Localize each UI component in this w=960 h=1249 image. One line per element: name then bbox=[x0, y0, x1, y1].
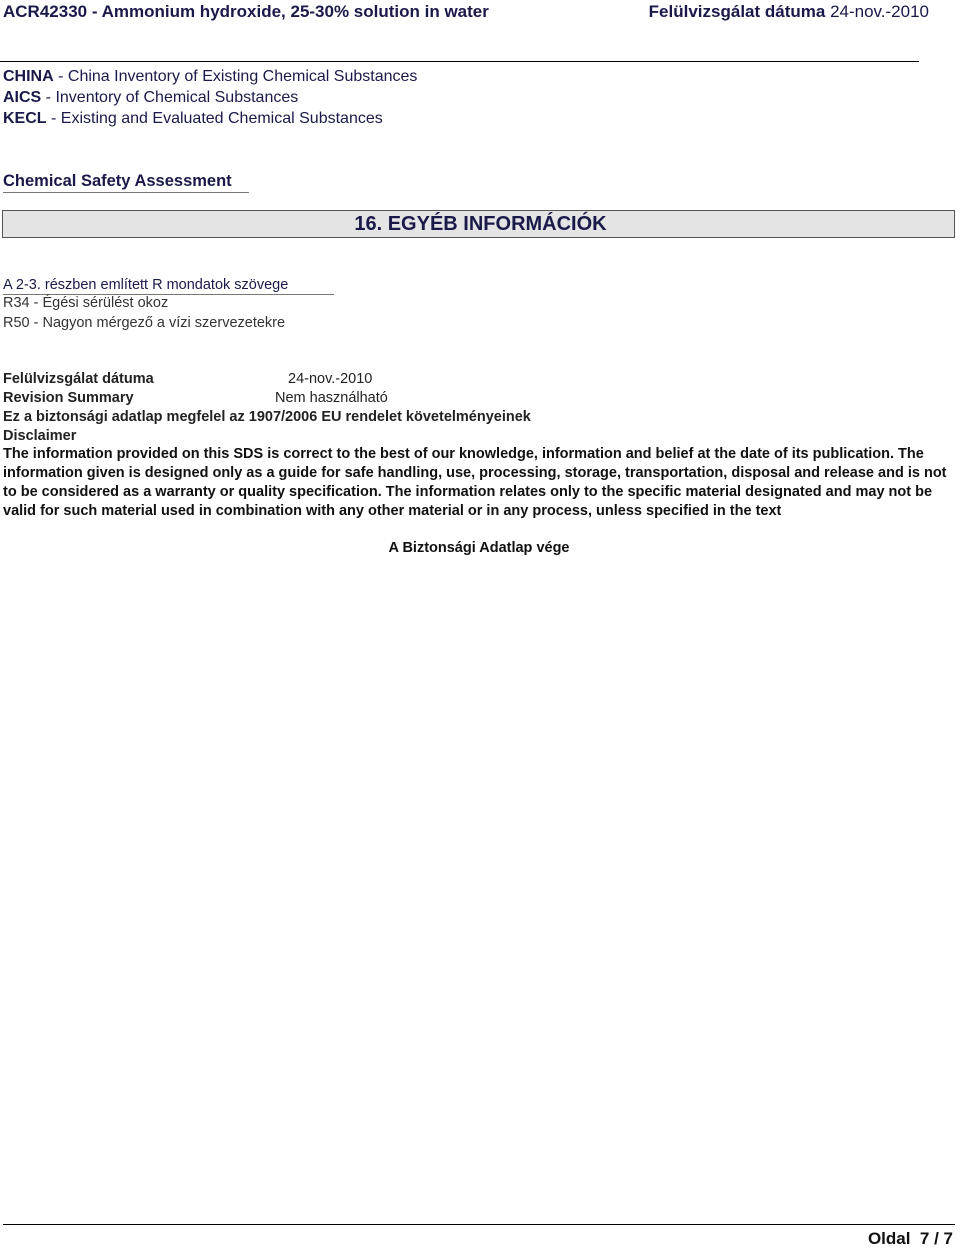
inventory-code: CHINA bbox=[3, 68, 54, 85]
inventory-code: KECL bbox=[3, 110, 47, 127]
end-of-sds-text: A Biztonsági Adatlap vége bbox=[388, 540, 570, 556]
revision-summary-value: Nem használható bbox=[275, 390, 388, 406]
r-phrases-heading: A 2-3. részben említett R mondatok szövege bbox=[3, 277, 289, 293]
inventory-text: - Inventory of Chemical Substances bbox=[41, 89, 299, 106]
page-number bbox=[868, 1228, 953, 1249]
page-count: 7 / 7 bbox=[919, 1229, 953, 1248]
header-revision-label: Felülvizsgálat dátuma bbox=[648, 2, 826, 21]
compliance-statement: Ez a biztonsági adatlap megfelel az 1907/2006 EU rendelet követelményeinek bbox=[3, 409, 531, 425]
inventory-text: - China Inventory of Existing Chemical Substances bbox=[53, 68, 418, 85]
inventory-code: AICS bbox=[3, 89, 42, 106]
disclaimer-text: The information provided on this SDS is correct to the best of our knowledge, information and belief at the date of its publication. The information given is designed only as a guide for safe handling, use, processing, storage, transportation, disposal and release and is not to be considered as a warranty or quality specification. The information relates only to the specific material designated and may not be valid for such material used in combination with any other material or in any process, unless specified in the text bbox=[3, 446, 947, 519]
header-revision-date bbox=[649, 1, 929, 22]
revision-date-value: 24-nov.-2010 bbox=[288, 371, 373, 387]
inventory-text: - Existing and Evaluated Chemical Substances bbox=[46, 110, 383, 127]
inventory-item bbox=[3, 109, 383, 129]
section-16-title: 16. EGYÉB INFORMÁCIÓK bbox=[354, 212, 607, 235]
r-phrase: R34 - Égési sérülést okoz bbox=[3, 295, 169, 311]
r-phrase: R50 - Nagyon mérgező a vízi szervezetekre bbox=[3, 315, 286, 331]
chemical-safety-assessment-heading: Chemical Safety Assessment bbox=[3, 172, 232, 190]
header-divider bbox=[0, 61, 919, 62]
header-revision-value: 24-nov.-2010 bbox=[830, 2, 929, 21]
inventory-item bbox=[3, 67, 417, 87]
revision-summary-label: Revision Summary bbox=[3, 390, 134, 406]
document-title: ACR42330 - Ammonium hydroxide, 25-30% solution in water bbox=[3, 2, 489, 21]
page-label: Oldal bbox=[867, 1229, 911, 1248]
section-16-header-bar bbox=[2, 210, 955, 238]
disclaimer-label: Disclaimer bbox=[3, 428, 77, 444]
heading-underline bbox=[3, 192, 249, 193]
inventory-item bbox=[3, 88, 298, 108]
end-of-sds bbox=[0, 539, 960, 558]
footer-divider bbox=[3, 1224, 955, 1225]
revision-date-label: Felülvizsgálat dátuma bbox=[3, 371, 154, 387]
